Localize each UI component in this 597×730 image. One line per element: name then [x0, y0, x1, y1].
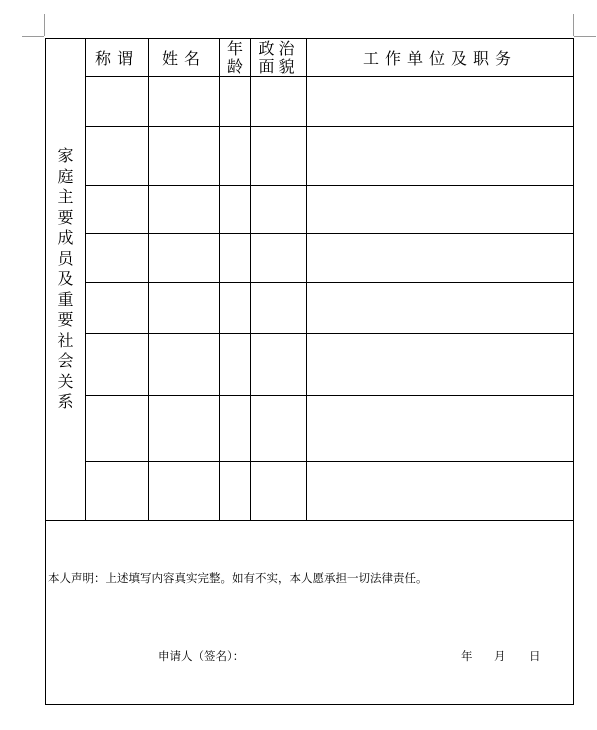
- workplace-cell[interactable]: [307, 77, 574, 127]
- political-cell[interactable]: [251, 77, 307, 127]
- workplace-cell[interactable]: [307, 462, 574, 521]
- political-cell[interactable]: [251, 283, 307, 334]
- table-row: [46, 186, 574, 234]
- age-cell[interactable]: [220, 127, 251, 186]
- section-label-char: 要: [57, 207, 74, 227]
- name-cell[interactable]: [149, 334, 220, 396]
- political-cell[interactable]: [251, 186, 307, 234]
- date-month-label: 月: [494, 649, 506, 663]
- table-row: [46, 127, 574, 186]
- name-cell[interactable]: [149, 234, 220, 283]
- age-cell[interactable]: [220, 77, 251, 127]
- name-cell[interactable]: [149, 127, 220, 186]
- header-age: [220, 39, 251, 77]
- section-label-char: 家: [57, 146, 74, 166]
- age-cell[interactable]: [220, 396, 251, 462]
- relation-cell[interactable]: [86, 283, 149, 334]
- political-cell[interactable]: [251, 334, 307, 396]
- name-cell[interactable]: [149, 462, 220, 521]
- political-cell[interactable]: [251, 234, 307, 283]
- workplace-cell[interactable]: [307, 283, 574, 334]
- header-age-line2: 龄: [226, 56, 243, 76]
- name-cell[interactable]: [149, 186, 220, 234]
- workplace-cell[interactable]: [307, 234, 574, 283]
- age-cell[interactable]: [220, 334, 251, 396]
- political-cell[interactable]: [251, 462, 307, 521]
- workplace-cell[interactable]: [307, 186, 574, 234]
- section-label-char: 主: [57, 187, 74, 207]
- relation-cell[interactable]: [86, 127, 149, 186]
- section-label-char: 员: [57, 248, 74, 268]
- name-cell[interactable]: [149, 396, 220, 462]
- section-label-char: 重: [57, 289, 74, 309]
- corner-mark-left-horizontal: [22, 36, 44, 37]
- section-label-char: 庭: [57, 166, 74, 186]
- section-label-char: 及: [57, 269, 74, 289]
- age-cell[interactable]: [220, 234, 251, 283]
- declaration-row: [46, 521, 574, 705]
- workplace-cell[interactable]: [307, 396, 574, 462]
- table-row: [46, 396, 574, 462]
- section-label-cell: [46, 39, 86, 521]
- header-row: [46, 39, 574, 77]
- relation-cell[interactable]: [86, 462, 149, 521]
- header-relation: 称谓: [86, 39, 149, 77]
- age-cell[interactable]: [220, 186, 251, 234]
- date-year-label: 年: [461, 649, 473, 663]
- workplace-cell[interactable]: [307, 334, 574, 396]
- relation-cell[interactable]: [86, 186, 149, 234]
- declaration-cell: [46, 521, 574, 705]
- family-relations-table: [45, 38, 574, 705]
- declaration-statement: 本人声明：上述填写内容真实完整。如有不实，本人愿承担一切法律责任。: [48, 571, 428, 585]
- table-row: [46, 77, 574, 127]
- relation-cell[interactable]: [86, 334, 149, 396]
- workplace-cell[interactable]: [307, 127, 574, 186]
- age-cell[interactable]: [220, 462, 251, 521]
- header-political-status: [251, 39, 307, 77]
- corner-mark-right-horizontal: [574, 36, 596, 37]
- corner-mark-right-vertical: [573, 14, 574, 36]
- header-political-line2: 面貌: [258, 56, 299, 76]
- relation-cell[interactable]: [86, 234, 149, 283]
- relation-cell[interactable]: [86, 77, 149, 127]
- corner-mark-left-vertical: [44, 14, 45, 36]
- header-age-line1: 年: [226, 38, 243, 58]
- header-workplace: 工作单位及职务: [307, 39, 574, 77]
- name-cell[interactable]: [149, 77, 220, 127]
- political-cell[interactable]: [251, 396, 307, 462]
- name-cell[interactable]: [149, 283, 220, 334]
- section-label-char: 系: [57, 392, 74, 412]
- section-label-char: 要: [57, 310, 74, 330]
- table-row: [46, 283, 574, 334]
- date-day-label: 日: [529, 649, 541, 663]
- section-label-char: 社: [57, 330, 74, 350]
- political-cell[interactable]: [251, 127, 307, 186]
- section-label-char: 成: [57, 228, 74, 248]
- table-row: [46, 334, 574, 396]
- section-label-char: 会: [57, 351, 74, 371]
- relation-cell[interactable]: [86, 396, 149, 462]
- age-cell[interactable]: [220, 283, 251, 334]
- table-row: [46, 462, 574, 521]
- section-label: [46, 146, 85, 413]
- section-label-char: 关: [57, 371, 74, 391]
- header-political-line1: 政治: [258, 38, 299, 58]
- header-name: 姓名: [149, 39, 220, 77]
- signature-label: 申请人（签名）：: [158, 649, 245, 663]
- table-row: [46, 234, 574, 283]
